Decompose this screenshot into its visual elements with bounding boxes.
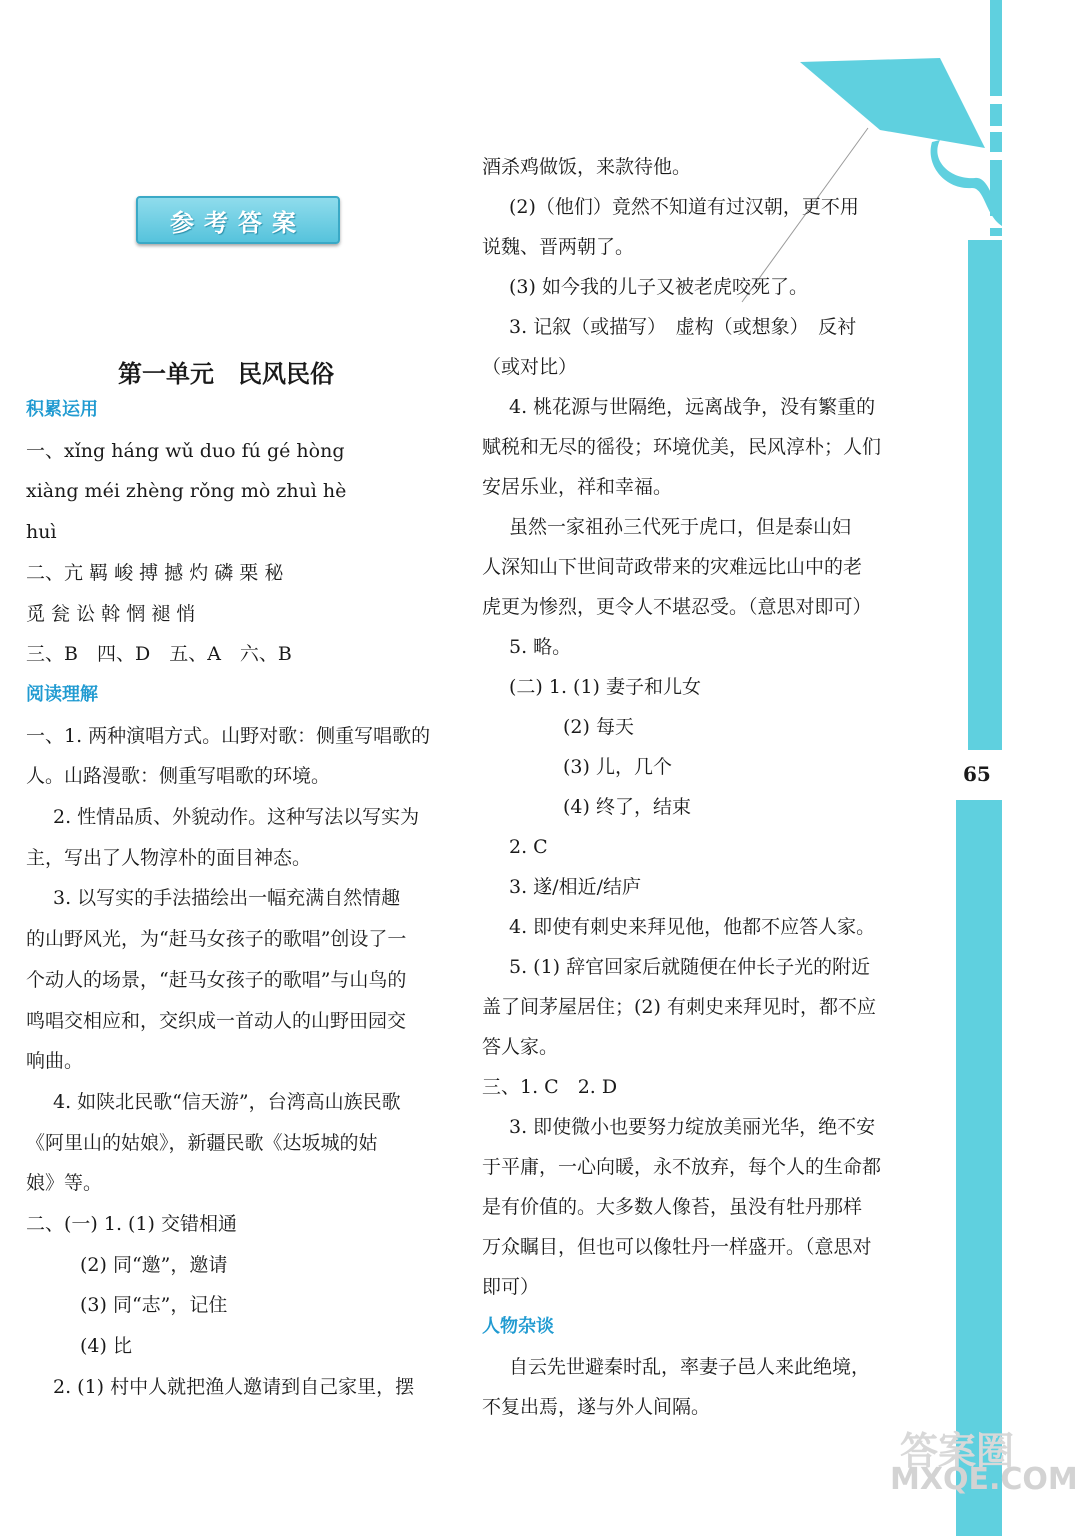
answer-line: 虽然一家祖孙三代死于虎口，但是泰山妇 — [509, 516, 852, 538]
section-heading: 人物杂谈 — [482, 1316, 554, 1337]
answer-line: 万众瞩目，但也可以像牡丹一样盛开。（意思对 — [482, 1236, 872, 1258]
answer-line: 觅 瓮 讼 斡 惘 褪 悄 — [26, 602, 196, 625]
answer-line: 三、B 四、D 五、A 六、B — [26, 643, 292, 666]
section-heading: 积累运用 — [26, 399, 98, 420]
answer-line: (3) 如今我的儿子又被老虎咬死了。 — [509, 276, 808, 298]
answer-line: (2) 同“邀”，邀请 — [80, 1253, 228, 1276]
answer-key-banner — [136, 196, 340, 244]
answer-line: 即可） — [482, 1276, 540, 1298]
answer-line: 一、1. 两种演唱方式。山野对歌：侧重写唱歌的 — [26, 724, 431, 747]
answer-line: (4) 比 — [80, 1335, 132, 1358]
answer-line: 二、(一) 1. (1) 交错相通 — [26, 1213, 237, 1235]
answer-line: 鸣唱交相应和，交织成一首动人的山野田园交 — [26, 1009, 407, 1032]
answer-line: 的山野风光，为“赶马女孩子的歌唱”创设了一 — [26, 928, 407, 951]
answer-line: 安居乐业，祥和幸福。 — [482, 476, 673, 498]
answer-line: 3. 记叙（或描写） 虚构（或想象） 反衬 — [509, 316, 857, 338]
answer-line: huì — [26, 521, 57, 544]
answer-line: 5. (1) 辞官回家后就随便在仲长子光的附近 — [509, 956, 871, 978]
answer-line: 三、1. C 2. D — [482, 1076, 618, 1098]
answer-line: 4. 即使有刺史来拜见他，他都不应答人家。 — [509, 916, 876, 938]
section-heading: 阅读理解 — [26, 683, 98, 705]
answer-line: 4. 如陕北民歌“信天游”，台湾高山族民歌 — [53, 1090, 401, 1113]
answer-line: xiàng méi zhèng rǒng mò zhuì hè — [26, 480, 347, 503]
answer-line: 5. 略。 — [509, 636, 572, 658]
answer-line: (二) 1. (1) 妻子和儿女 — [509, 676, 701, 698]
answer-line: 3. 遂/相近/结庐 — [509, 876, 641, 898]
kite-icon — [800, 58, 985, 148]
answer-line: 2. 性情品质、外貌动作。这种写法以写实为 — [53, 806, 420, 828]
answer-line: 不复出焉，遂与外人间隔。 — [482, 1396, 711, 1418]
answer-line: (2) 每天 — [563, 716, 634, 738]
answer-line: 2. (1) 村中人就把渔人邀请到自己家里，摆 — [53, 1375, 415, 1398]
answer-line: (2)（他们）竟然不知道有过汉朝，更不用 — [509, 196, 859, 218]
page-number: 65 — [963, 762, 991, 786]
answer-line: 是有价值的。大多数人像苔，虽没有牡丹那样 — [482, 1196, 863, 1218]
answer-line: 自云先世避秦时乱，率妻子邑人来此绝境， — [509, 1356, 871, 1378]
answer-line: 4. 桃花源与世隔绝，远离战争，没有繁重的 — [509, 396, 876, 418]
answer-line: 酒杀鸡做饭，来款待他。 — [482, 156, 692, 178]
watermark-text: MXQE.COM — [890, 1462, 1078, 1497]
answer-line: 人深知山下世间苛政带来的灾难远比山中的老 — [482, 556, 863, 578]
answer-line: 答人家。 — [482, 1036, 559, 1058]
answer-line: 个动人的场景，“赶马女孩子的歌唱”与山鸟的 — [26, 968, 407, 991]
answer-line: 虎更为惨烈，更令人不堪忍受。（意思对即可） — [482, 596, 872, 618]
banner-label: 参考答案 — [170, 208, 306, 237]
answer-line: （或对比） — [482, 356, 578, 378]
answer-line: 娘》等。 — [26, 1172, 103, 1195]
answer-line: 赋税和无尽的徭役；环境优美，民风淳朴；人们 — [482, 436, 882, 458]
unit-title: 第一单元 民风民俗 — [118, 360, 334, 388]
answer-line: 主，写出了人物淳朴的面目神态。 — [26, 846, 312, 869]
answer-line: 3. 以写实的手法描绘出一幅充满自然情趣 — [53, 887, 401, 910]
answer-line: 说魏、晋两朝了。 — [482, 236, 635, 258]
answer-line: 2. C — [509, 836, 548, 858]
answer-line: 于平庸，一心向暖，永不放弃，每个人的生命都 — [482, 1156, 882, 1178]
answer-line: (3) 同“志”，记住 — [80, 1294, 228, 1317]
answer-line: 盖了间茅屋居住；(2) 有刺史来拜见时，都不应 — [482, 996, 876, 1018]
answer-line: (4) 终了，结束 — [563, 796, 691, 818]
answer-line: 《阿里山的姑娘》，新疆民歌《达坂城的姑 — [26, 1131, 378, 1154]
watermark-logo: 答案圈 — [900, 1429, 1015, 1473]
answer-line: 一、xǐng háng wǔ duo fú gé hòng — [26, 439, 345, 462]
answer-line: 人。山路漫歌：侧重写唱歌的环境。 — [26, 765, 331, 788]
answer-line: 响曲。 — [26, 1050, 84, 1073]
answer-line: (3) 儿，几个 — [563, 756, 672, 778]
answer-line: 二、亢 羁 峻 搏 撼 灼 磷 栗 秘 — [26, 561, 284, 584]
answer-line: 3. 即使微小也要努力绽放美丽光华，绝不安 — [509, 1116, 876, 1138]
